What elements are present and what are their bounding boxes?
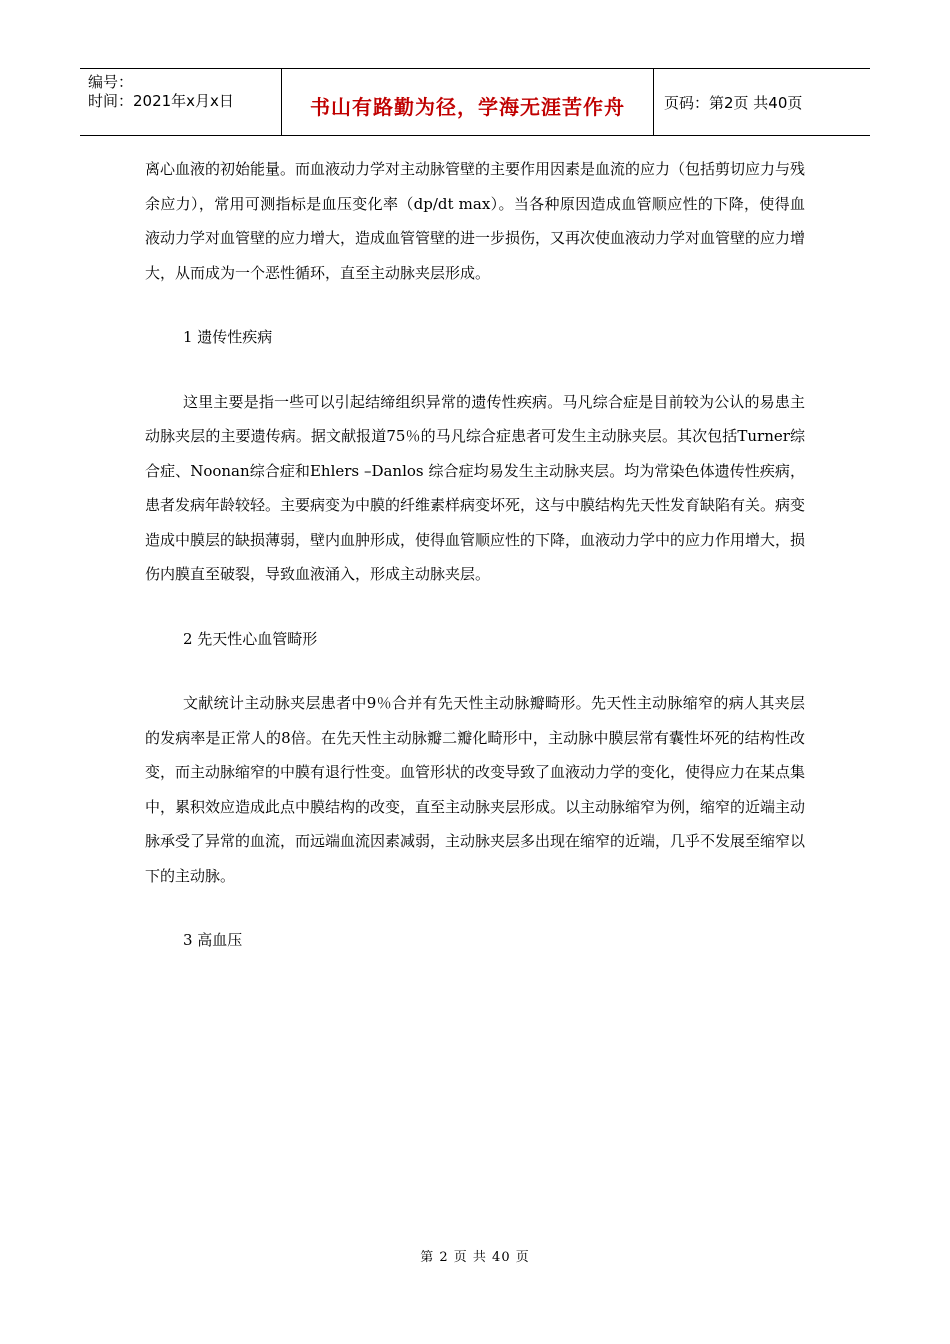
section-heading: 2 先天性心血管畸形 <box>183 629 318 648</box>
header-page-info: 页码：第2页 共40页 <box>664 93 803 112</box>
header-table <box>80 68 870 136</box>
header-right-cell <box>654 69 870 135</box>
body-paragraph: 离心血液的初始能量。而血液动力学对主动脉管壁的主要作用因素是血流的应力（包括剪切应力与残余应力），常用可测指标是血压变化率（dp/dt max）。当各种原因造成血管顺应性的下降，使得血液动力学对血管壁的应力增大，造成血管管壁的进一步损伤，又再次使血液动力学对血管壁的应力增大，从而成为一个恶性循环，直至主动脉夹层形成。 <box>145 160 806 282</box>
header-left-cell <box>80 69 281 135</box>
document-time-label: 时间：2021年x月x日 <box>88 92 234 110</box>
body-paragraph: 文献统计主动脉夹层患者中9％合并有先天性主动脉瓣畸形。先天性主动脉缩窄的病人其夹层的发病率是正常人的8倍。在先天性主动脉瓣二瓣化畸形中，主动脉中膜层常有囊性坏死的结构性改变，而主动脉缩窄的中膜有退行性变。血管形状的改变导致了血液动力学的变化，使得应力在某点集中，累积效应造成此点中膜结构的改变，直至主动脉夹层形成。以主动脉缩窄为例，缩窄的近端主动脉承受了异常的血流，而远端血流因素减弱，主动脉夹层多出现在缩窄的近端，几乎不发展至缩窄以下的主动脉。 <box>145 694 806 885</box>
document-number-label: 编号： <box>88 73 134 91</box>
section-heading: 3 高血压 <box>183 931 243 949</box>
page-footer: 第 2 页 共 40 页 <box>420 1250 530 1265</box>
header-middle-cell <box>281 69 654 135</box>
body-paragraph: 这里主要是指一些可以引起结缔组织异常的遗传性疾病。马凡综合症是目前较为公认的易患主动脉夹层的主要遗传病。据文献报道75％的马凡综合症患者可发生主动脉夹层。其次包括Turner综合症、Noonan综合症和Ehlers –Danlos 综合症均易发生主动脉夹层。均为常染色体遗传性疾病，患者发病年龄较轻。主要病变为中膜的纤维素样病变坏死，这与中膜结构先天性发育缺陷有关。病变造成中膜层的缺损薄弱，壁内血肿形成，使得血管顺应性的下降，血液动力学中的应力作用增大，损伤内膜直至破裂，导致血液涌入，形成主动脉夹层。 <box>145 392 806 583</box>
header-motto: 书山有路勤为径，学海无涯苦作舟 <box>310 94 625 119</box>
section-heading: 1 遗传性疾病 <box>183 328 273 346</box>
document-body <box>145 152 805 958</box>
